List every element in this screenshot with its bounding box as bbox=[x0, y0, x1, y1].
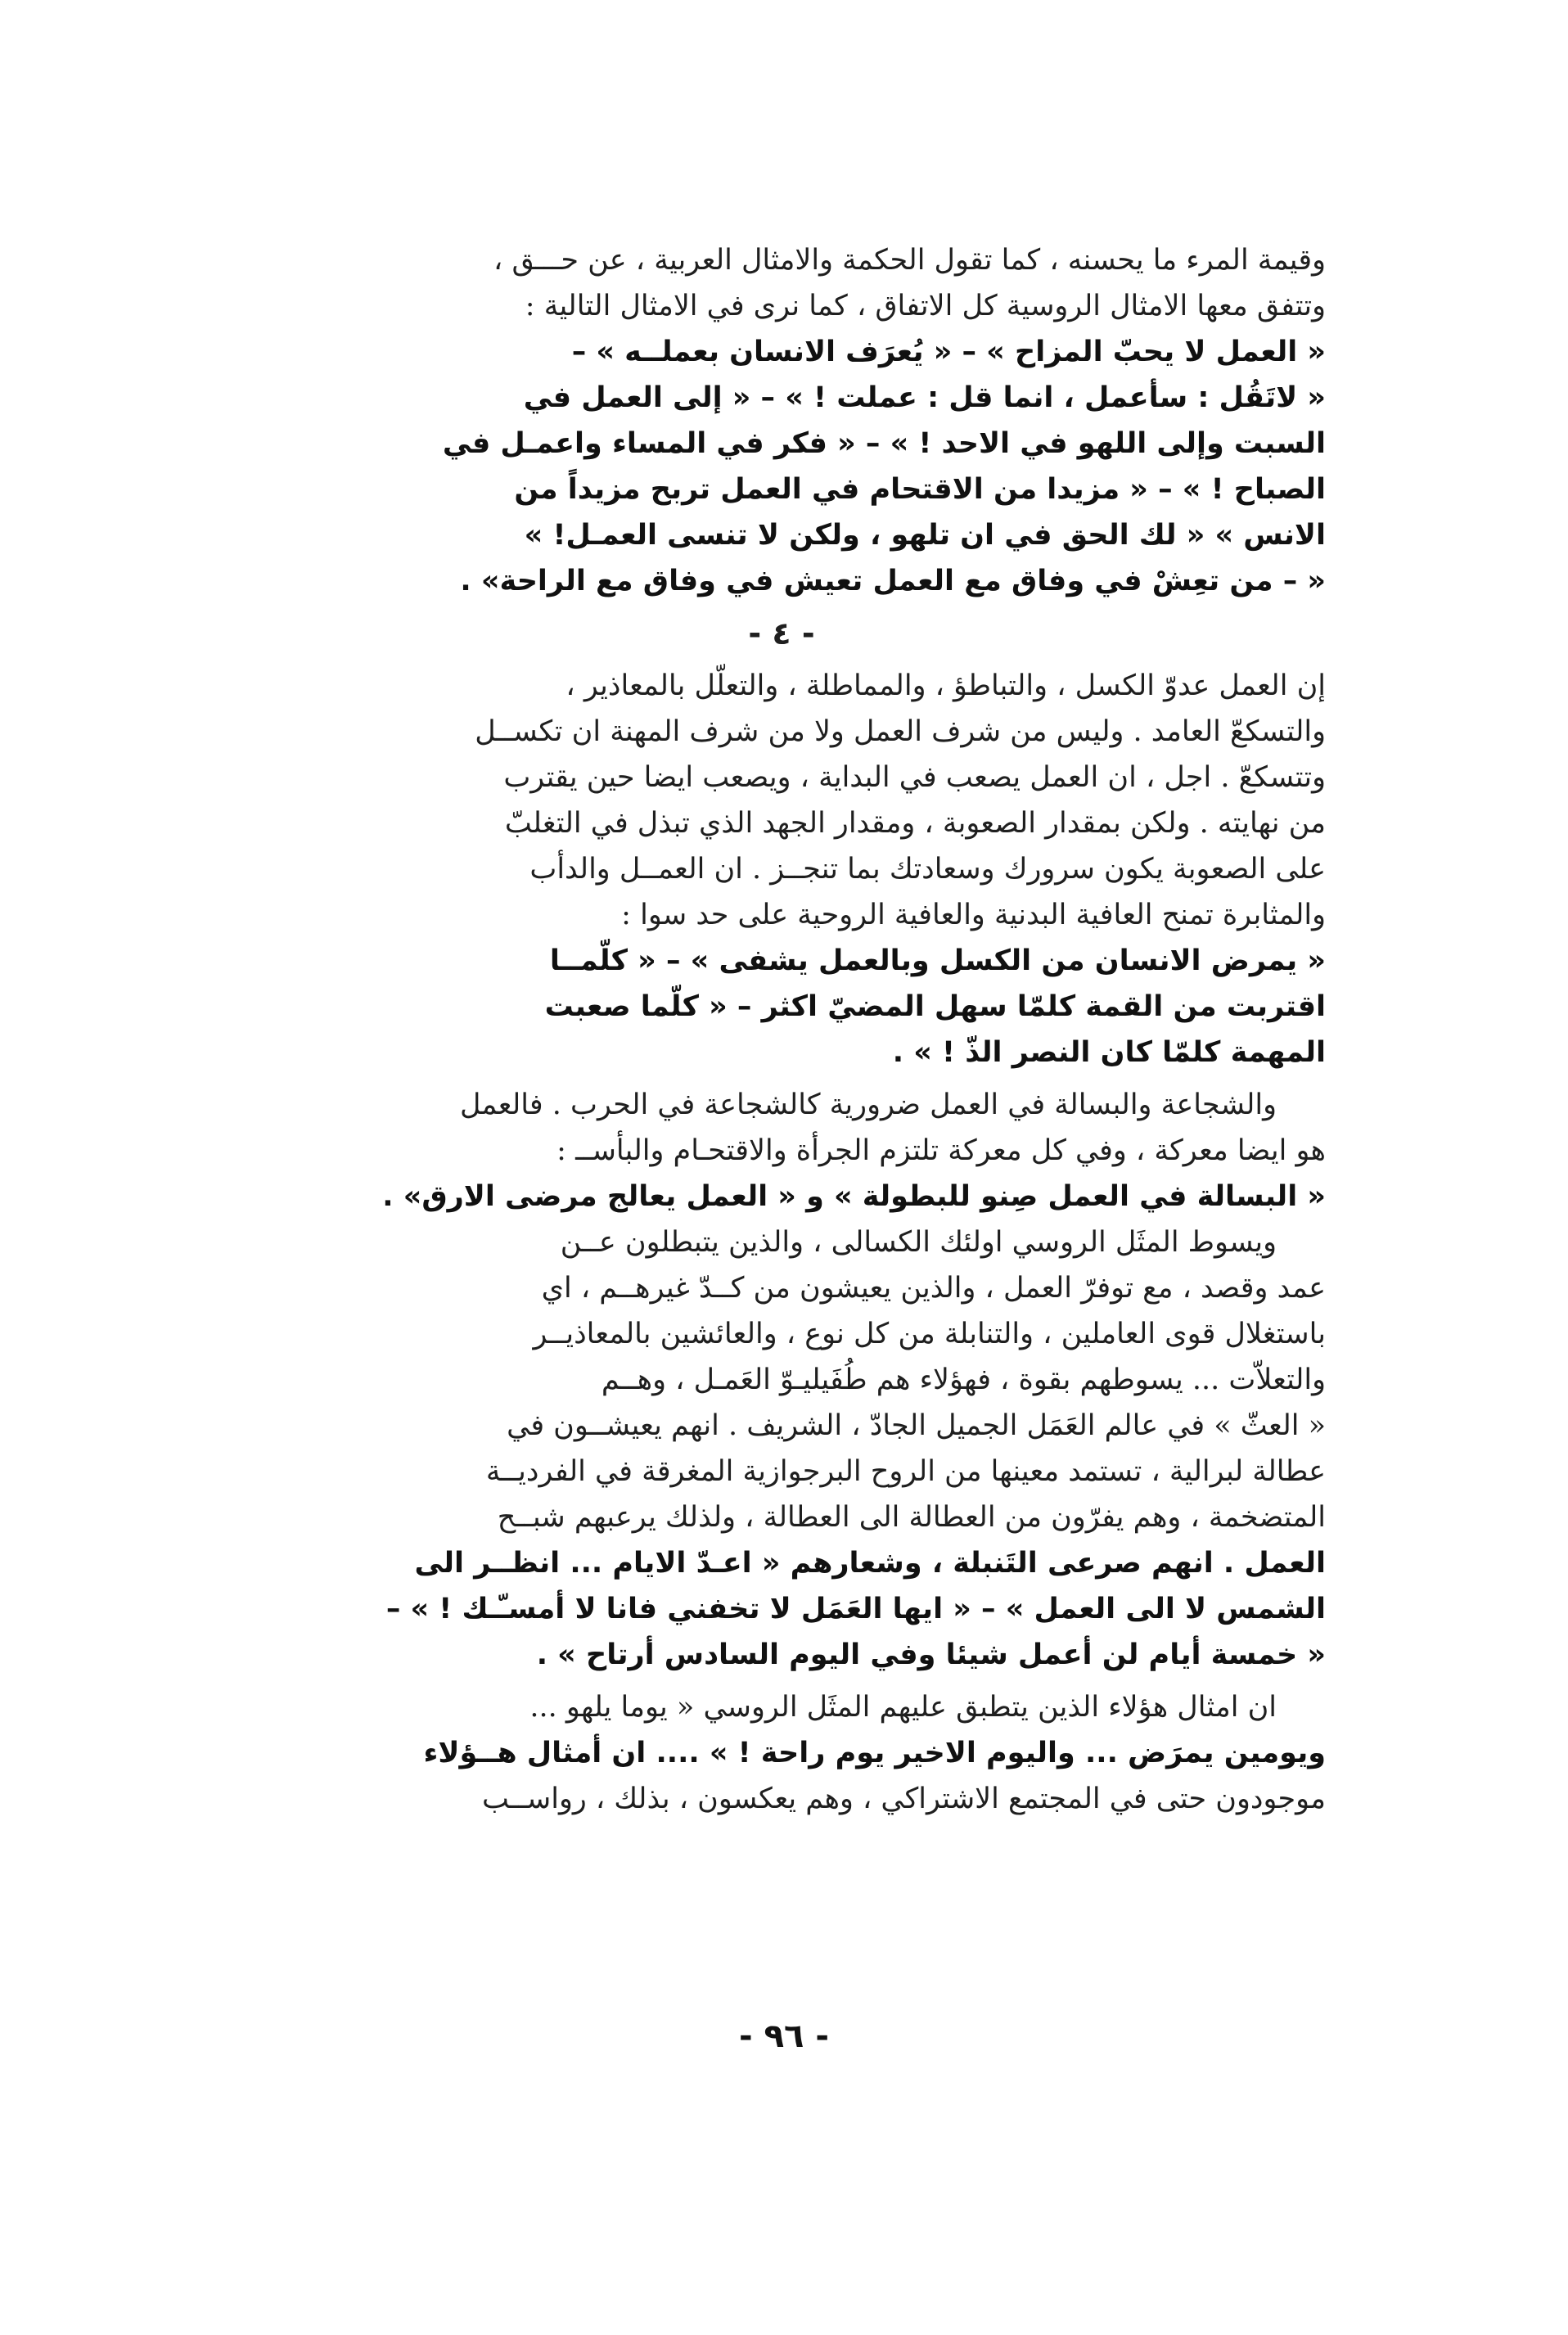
text-line: إن العمل عدوّ الكسل ، والتباطؤ ، والمماطلة ، والتعلّل بالمعاذير ، bbox=[565, 669, 1326, 702]
proverb-line: « يمرض الانسان من الكسل وبالعمل يشفى » – « كلّمــا bbox=[549, 944, 1326, 977]
paragraph-socialist bbox=[237, 1684, 1326, 1822]
section-number: - ٤ - bbox=[748, 615, 815, 651]
text-line: وتتسكعّ . اجل ، ان العمل يصعب في البداية ، ويصعب ايضا حين يقترب bbox=[503, 761, 1326, 794]
text-line: « خمسة أيام لن أعمل شيئا وفي اليوم السادس أرتاح » . bbox=[536, 1639, 1326, 1671]
text-line: العمل . انهم صرعى التَنبلة ، وشعارهم « اعـدّ الايام ... انظــر الى bbox=[414, 1547, 1326, 1580]
proverb-line: « لاتَقُل : سأعمل ، انما قل : عملت ! » – « إلى العمل في bbox=[523, 381, 1326, 414]
paragraph-proverbs-work bbox=[237, 329, 1326, 604]
text-line: وتتفق معها الامثال الروسية كل الاتفاق ، كما نرى في الامثال التالية : bbox=[525, 290, 1326, 322]
text-line: والشجاعة والبسالة في العمل ضرورية كالشجاعة في الحرب . فالعمل bbox=[459, 1089, 1277, 1121]
paragraph-gap bbox=[237, 1678, 1326, 1684]
text-line: ويومين يمرَض ... واليوم الاخير يوم راحة ! » .... ان أمثال هــؤلاء bbox=[423, 1737, 1326, 1769]
text-line: باستغلال قوى العاملين ، والتنابلة من كل نوع ، والعائشين بالمعاذيــر bbox=[533, 1318, 1326, 1350]
paragraph-proverbs-summit bbox=[237, 938, 1326, 1075]
text-line: ان امثال هؤلاء الذين يتطبق عليهم المثَل الروسي « يوما يلهو ... bbox=[529, 1691, 1277, 1724]
text-line: عطالة لبرالية ، تستمد معينها من الروح البرجوازية المغرقة في الفرديــة bbox=[485, 1455, 1326, 1488]
text-line: عمد وقصد ، مع توفرّ العمل ، والذين يعيشون من كــدّ غيرهــم ، اي bbox=[541, 1272, 1326, 1305]
text-line: والتعلاّت ... يسوطهم بقوة ، فهؤلاء هم طُفَيليـوّ العَمـل ، وهــم bbox=[601, 1364, 1326, 1396]
text-line: والمثابرة تمنح العافية البدنية والعافية الروحية على حد سوا : bbox=[621, 899, 1326, 931]
paragraph-proverb-intro bbox=[237, 237, 1326, 329]
body-text bbox=[237, 237, 1326, 1822]
text-line: من نهايته . ولكن بمقدار الصعوبة ، ومقدار الجهد الذي تبذل في التغلبّ bbox=[504, 807, 1326, 840]
text-line: ويسوط المثَل الروسي اولئك الكسالى ، والذين يتبطلون عــن bbox=[560, 1226, 1277, 1259]
text-line: وقيمة المرء ما يحسنه ، كما تقول الحكمة والامثال العربية ، عن حـــق ، bbox=[493, 244, 1326, 277]
paragraph-proverb-bravery bbox=[237, 1174, 1326, 1219]
proverb-line: « – من تعِشْ في وفاق مع العمل تعيش في وفاق مع الراحة» . bbox=[460, 565, 1326, 597]
paragraph-gap bbox=[237, 1075, 1326, 1082]
proverb-line: الصباح ! » – « مزيدا من الاقتحام في العمل تربح مزيداً من bbox=[514, 473, 1326, 506]
text-line: موجودون حتى في المجتمع الاشتراكي ، وهم يعكسون ، بذلك ، رواســب bbox=[482, 1783, 1326, 1815]
proverb-line: اقتربت من القمة كلمّا سهل المضيّ اكثر – « كلّما صعبت bbox=[544, 990, 1326, 1023]
proverb-line: السبت وإلى اللهو في الاحد ! » – « فكر في المساء واعمـل في bbox=[442, 427, 1326, 460]
proverb-line: الانس » « لك الحق في ان تلهو ، ولكن لا تنسى العمـل! » bbox=[524, 519, 1326, 552]
text-line: على الصعوبة يكون سرورك وسعادتك بما تنجــز . ان العمــل والدأب bbox=[529, 853, 1326, 886]
proverb-line: المهمة كلمّا كان النصر الذّ ! » . bbox=[892, 1036, 1326, 1069]
text-line: والتسكعّ العامد . وليس من شرف العمل ولا من شرف المهنة ان تكســل bbox=[475, 715, 1326, 748]
paragraph-courage bbox=[237, 1082, 1326, 1174]
proverb-line: « العمل لا يحبّ المزاح » – « يُعرَف الانسان بعملــه » – bbox=[571, 336, 1326, 368]
text-line: الشمس لا الى العمل » – « ايها العَمَل لا تخفني فانا لا أمسـّـك ! » – bbox=[385, 1593, 1326, 1625]
paragraph-idlers bbox=[237, 1219, 1326, 1678]
paragraph-work-laziness bbox=[237, 663, 1326, 938]
page-number: - ٩٦ - bbox=[739, 2017, 829, 2055]
text-line: هو ايضا معركة ، وفي كل معركة تلتزم الجرأة والاقتحـام والبأســ : bbox=[556, 1134, 1326, 1167]
text-line: المتضخمة ، وهم يفرّون من العطالة الى العطالة ، ولذلك يرعبهم شبــح bbox=[497, 1501, 1326, 1534]
text-line: « العثّ » في عالم العَمَل الجميل الجادّ ، الشريف . انهم يعيشــون في bbox=[507, 1409, 1326, 1442]
proverb-line: « البسالة في العمل صِنو للبطولة » و « العمل يعالج مرضى الارق» . bbox=[382, 1180, 1326, 1213]
